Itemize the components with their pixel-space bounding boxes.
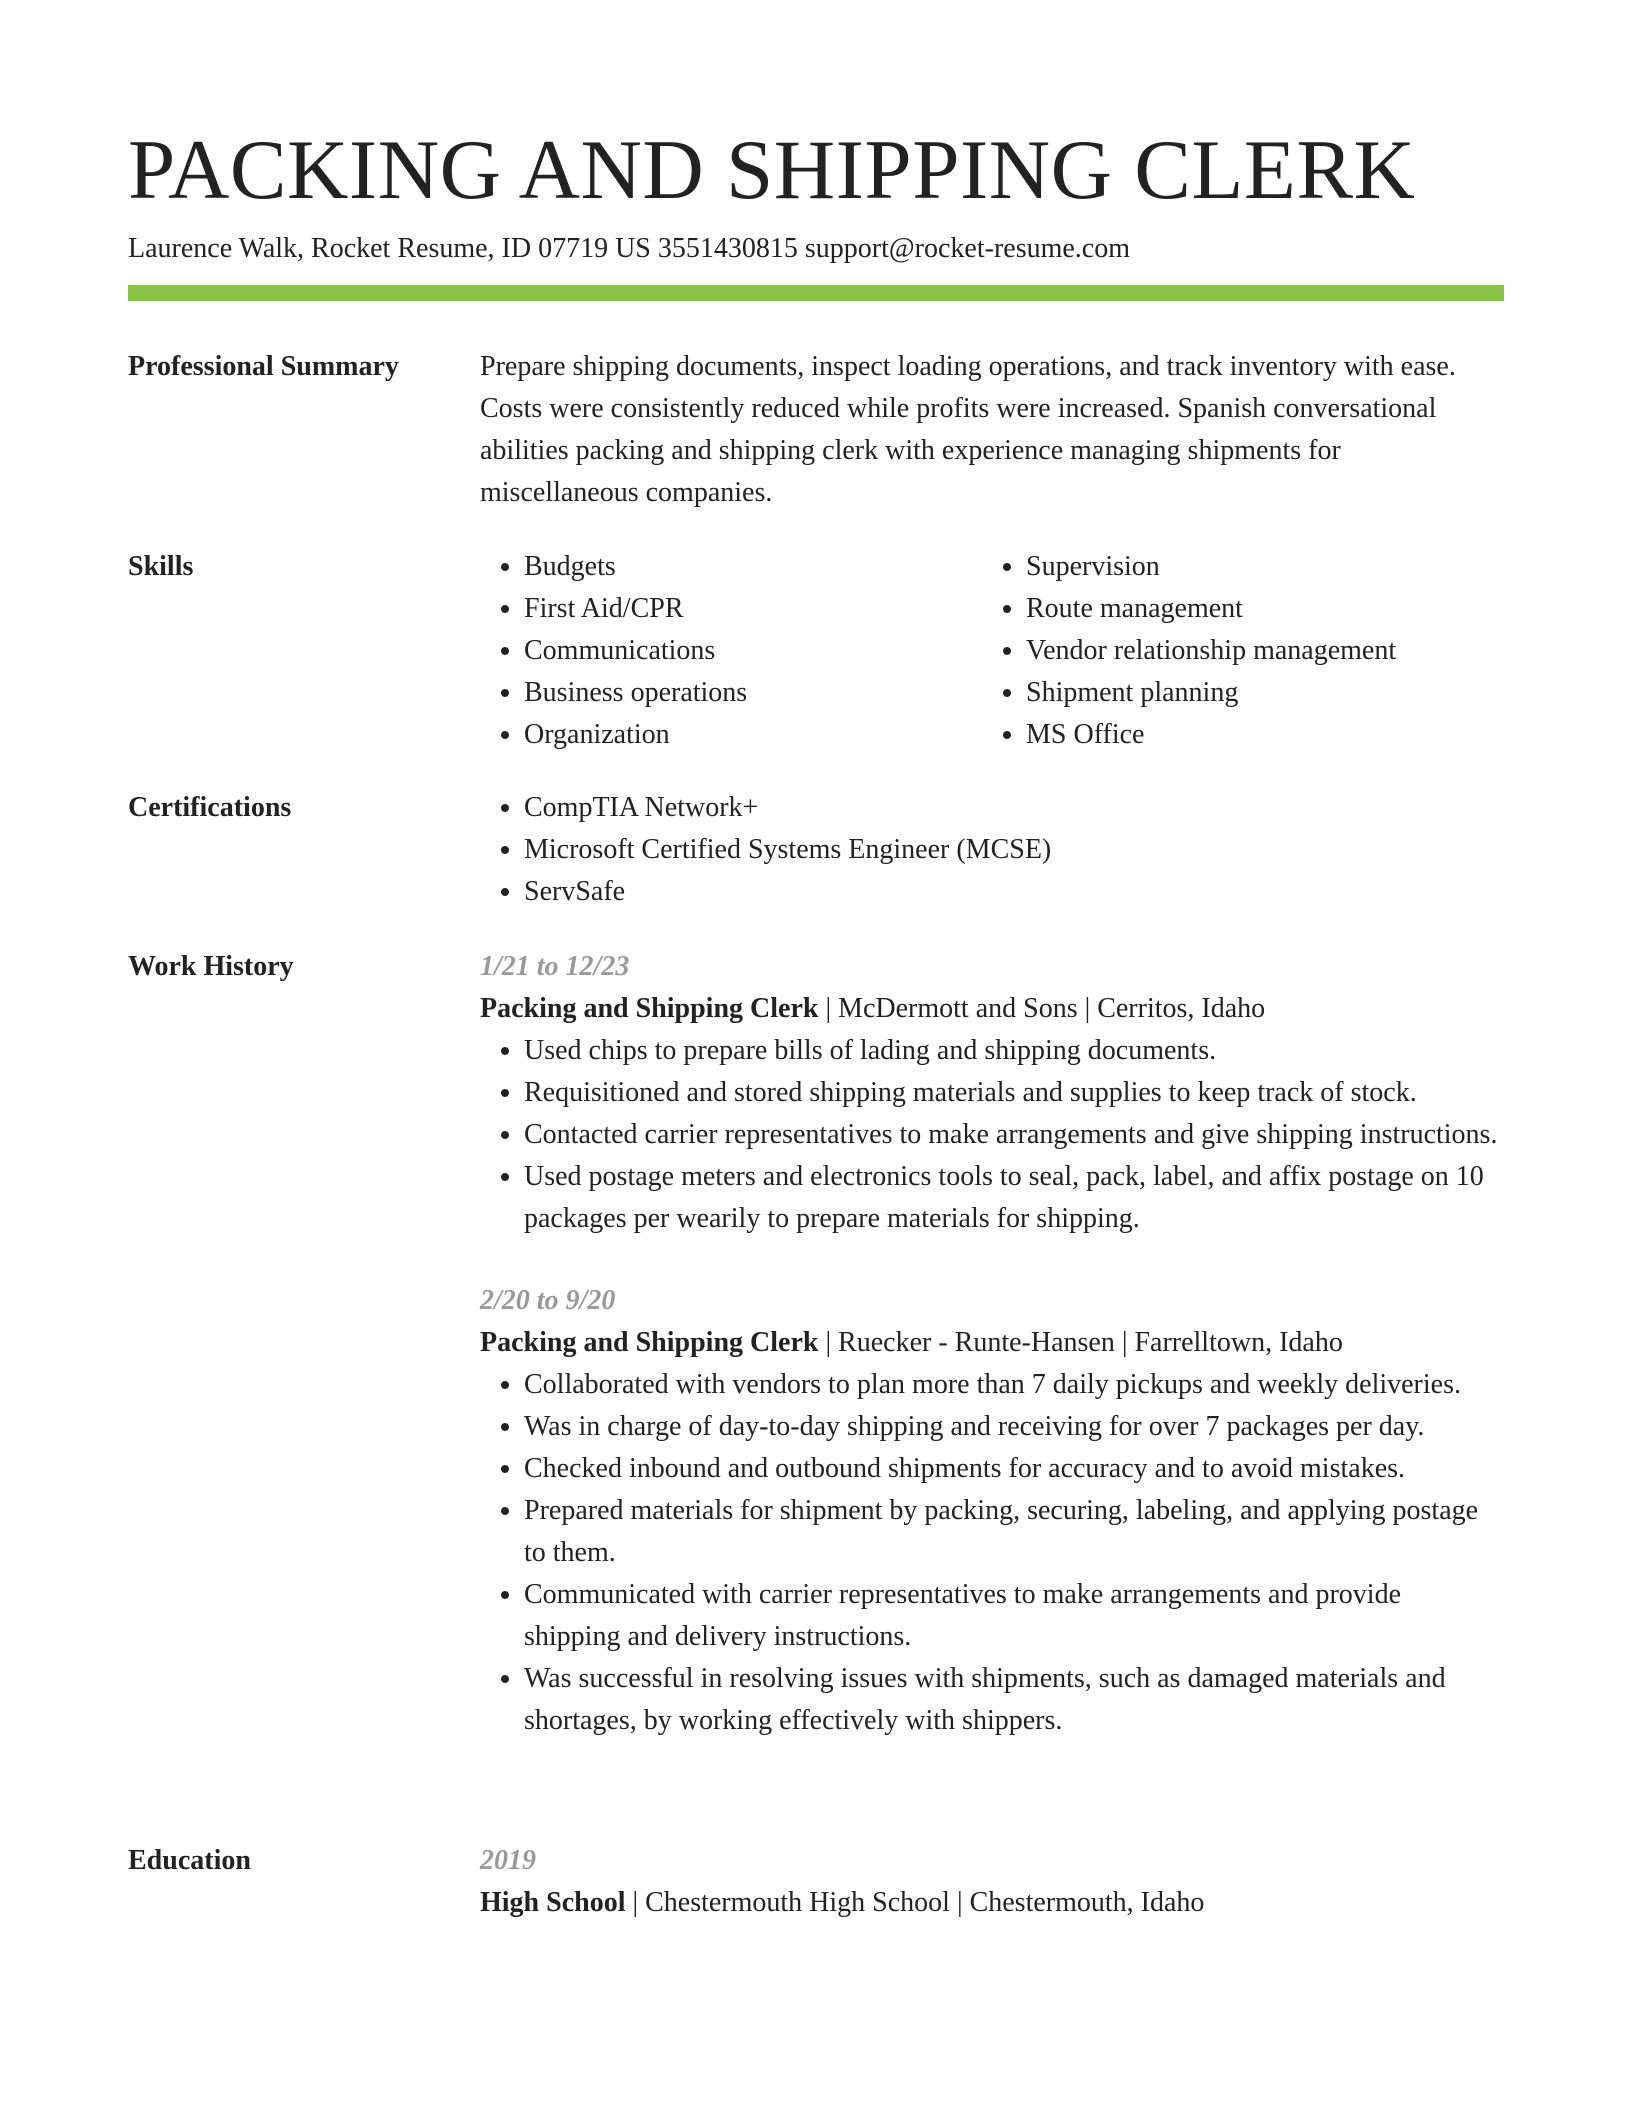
skill-item: • Shipment planning [1026,672,1482,714]
skill-item: • Route management [1026,588,1482,630]
education-year: 2019 [480,1845,536,1876]
skills-label: Skills [128,551,194,582]
education-school-details: | Chestermouth High School | Chestermouth, Idaho [625,1887,1205,1918]
job-title: Packing and Shipping Clerk [480,993,819,1024]
skill-item: • Supervision [1026,546,1482,588]
job-employer-details: | McDermott and Sons | Cerritos, Idaho [818,993,1266,1024]
certifications-content [480,787,1504,913]
education-content [480,1840,1504,1924]
job-bullet: • Was in charge of day-to-day shipping and receiving for over 7 packages per day. [524,1406,1504,1448]
job-bullet: • Used chips to prepare bills of lading and shipping documents. [524,1030,1504,1072]
job-dates: 1/21 to 12/23 [480,951,630,982]
job-bullet: • Was successful in resolving issues with shipments, such as damaged materials and shortages, by working effectively with shippers. [524,1658,1504,1742]
job-bullet: • Collaborated with vendors to plan more than 7 daily pickups and weekly deliveries. [524,1364,1504,1406]
job-bullet: • Contacted carrier representatives to make arrangements and give shipping instructions. [524,1114,1504,1156]
summary-content [480,346,1504,514]
skill-item: • Business operations [524,672,980,714]
skill-item: • MS Office [1026,714,1482,756]
job-bullet: • Communicated with carrier representatives to make arrangements and provide shipping and delivery instructions. [524,1574,1504,1658]
job-bullet-list [480,1030,1504,1240]
job-role-line [480,1322,1504,1364]
skill-item: • First Aid/CPR [524,588,980,630]
contact-line: Laurence Walk, Rocket Resume, ID 07719 US 3551430815 support@rocket-resume.com [128,233,1131,264]
skill-item: • Vendor relationship management [1026,630,1482,672]
header-accent-rule [128,285,1504,301]
job-role-line [480,988,1504,1030]
certification-item: • Microsoft Certified Systems Engineer (MCSE) [524,829,1504,871]
job-title: Packing and Shipping Clerk [480,1327,819,1358]
skill-item: • Budgets [524,546,980,588]
certification-item: • CompTIA Network+ [524,787,1504,829]
skills-content [480,546,1504,756]
job-bullet: • Requisitioned and stored shipping materials and supplies to keep track of stock. [524,1072,1504,1114]
skills-column-left [480,546,980,756]
job-entry [480,946,1504,1240]
summary-text: Prepare shipping documents, inspect loading operations, and track inventory with ease. Costs were consistently reduced while profits were increased. Spanish conversational abilities packing and shipping clerk with experience managing shipments for miscellaneous companies. [480,351,1456,508]
job-bullet: • Checked inbound and outbound shipments for accuracy and to avoid mistakes. [524,1448,1504,1490]
skills-column-right [982,546,1482,756]
job-entry [480,1280,1504,1742]
work-history-content [480,946,1504,1742]
certifications-label: Certifications [128,792,292,823]
resume-title: PACKING AND SHIPPING CLERK [128,123,1416,217]
education-degree: High School [480,1887,626,1918]
work-history-label: Work History [128,951,294,982]
education-line [480,1882,1504,1924]
education-label: Education [128,1845,251,1876]
summary-label: Professional Summary [128,351,399,382]
job-bullet: • Used postage meters and electronics tools to seal, pack, label, and affix postage on 10 packages per wearily to prepare materials for shipping. [524,1156,1504,1240]
skill-item: • Communications [524,630,980,672]
job-bullet: • Prepared materials for shipment by packing, securing, labeling, and applying postage to them. [524,1490,1504,1574]
skill-item: • Organization [524,714,980,756]
job-bullet-list [480,1364,1504,1742]
job-employer-details: | Ruecker - Runte-Hansen | Farrelltown, Idaho [818,1327,1343,1358]
certification-item: • ServSafe [524,871,1504,913]
job-dates: 2/20 to 9/20 [480,1285,616,1316]
